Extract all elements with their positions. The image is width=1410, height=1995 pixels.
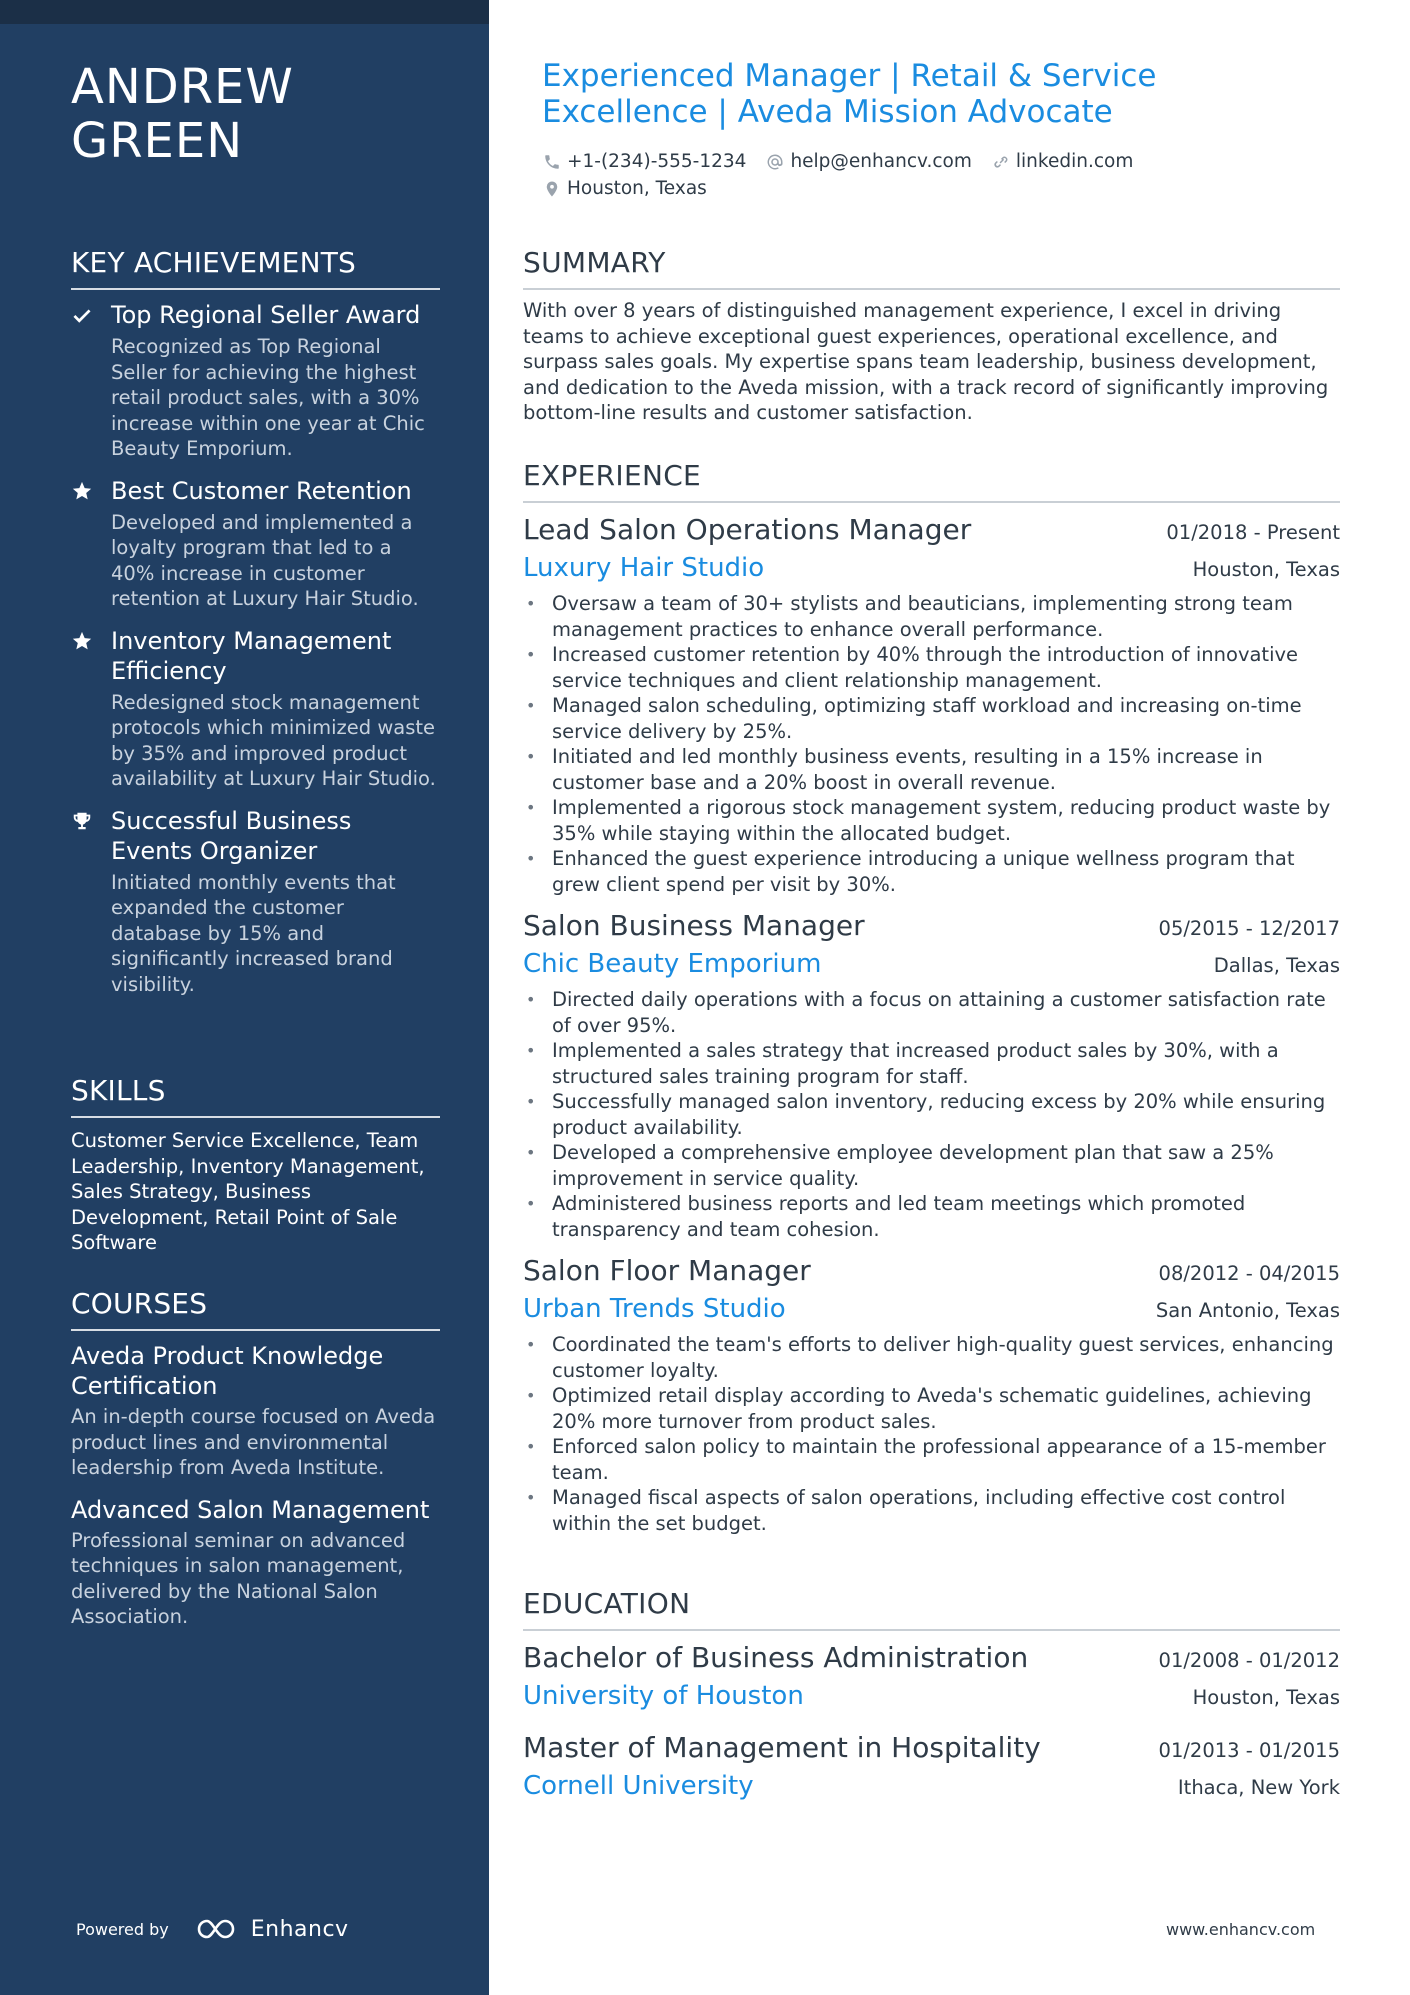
link-url: linkedin.com <box>1015 151 1134 172</box>
link-icon <box>992 153 1010 171</box>
education-entry <box>523 1729 1340 1805</box>
last-name: GREEN <box>71 113 244 169</box>
key-achievements-section <box>71 246 440 1011</box>
course-title: Advanced Salon Management <box>71 1495 430 1524</box>
sidebar <box>0 0 489 1995</box>
course-description: An in-depth course focused on Aveda product lines and environmental leadership from Aveda Institute. <box>71 1405 436 1479</box>
school-location: Ithaca, New York <box>1177 1776 1340 1799</box>
job-title: Salon Business Manager <box>523 909 865 942</box>
job-entry <box>523 907 1340 1242</box>
phone-icon <box>543 153 561 171</box>
job-location: Dallas, Texas <box>1213 954 1340 977</box>
achievement-description: Recognized as Top Regional Seller for achieving the highest retail product sales, with a 30% increase within one year at Chic Beauty Emporium. <box>111 335 425 460</box>
bullet-item: • Developed a comprehensive employee development plan that saw a 25% improvement in service quality. <box>523 1140 1340 1191</box>
education-entry <box>523 1639 1340 1715</box>
education-section <box>523 1587 1340 1819</box>
education-heading: EDUCATION <box>523 1587 1340 1631</box>
achievement-description: Developed and implemented a loyalty program that led to a 40% increase in customer retention at Luxury Hair Studio. <box>111 510 419 610</box>
bullet-item: • Coordinated the team's efforts to deliver high-quality guest services, enhancing customer loyalty. <box>523 1332 1340 1383</box>
location-text: Houston, Texas <box>567 178 707 199</box>
location-contact <box>543 175 707 202</box>
trophy-icon <box>71 806 111 998</box>
achievement-item <box>71 626 440 792</box>
course-title: Aveda Product Knowledge Certification <box>71 1342 384 1400</box>
enhancv-logo-icon <box>195 1916 241 1942</box>
achievement-title: Inventory Management Efficiency <box>111 626 392 685</box>
star-icon <box>71 476 111 612</box>
job-location: San Antonio, Texas <box>1155 1299 1340 1322</box>
bullet-item: • Enforced salon policy to maintain the professional appearance of a 15-member team. <box>523 1434 1340 1485</box>
bullet-item: • Managed fiscal aspects of salon operations, including effective cost control within the set budget. <box>523 1485 1340 1536</box>
bullet-item: • Directed daily operations with a focus on attaining a customer satisfaction rate of over 95%. <box>523 987 1340 1038</box>
bullet-item: • Enhanced the guest experience introducing a unique wellness program that grew client spend per visit by 30%. <box>523 846 1340 897</box>
achievement-description: Redesigned stock management protocols which minimized waste by 35% and improved product availability at Luxury Hair Studio. <box>111 690 436 790</box>
courses-section <box>71 1287 440 1644</box>
at-icon <box>766 153 784 171</box>
job-dates: 05/2015 - 12/2017 <box>1158 917 1340 940</box>
job-bullets <box>523 1332 1340 1536</box>
job-company: Luxury Hair Studio <box>523 553 765 583</box>
phone-number: +1-(234)-555-1234 <box>567 151 747 172</box>
bullet-item: • Increased customer retention by 40% through the introduction of innovative service techniques and client relationship management. <box>523 642 1340 693</box>
job-entry <box>523 1252 1340 1536</box>
email-contact[interactable] <box>766 148 971 175</box>
contact-info <box>543 148 1323 202</box>
job-title: Lead Salon Operations Manager <box>523 513 972 546</box>
job-title: Salon Floor Manager <box>523 1254 811 1287</box>
course-item <box>71 1341 440 1481</box>
job-entry <box>523 511 1340 897</box>
sidebar-top-bar <box>0 0 489 24</box>
job-company: Urban Trends Studio <box>523 1294 786 1324</box>
job-dates: 08/2012 - 04/2015 <box>1158 1262 1340 1285</box>
location-pin-icon <box>543 180 561 198</box>
powered-by[interactable] <box>76 1916 349 1942</box>
bullet-item: • Successfully managed salon inventory, reducing excess by 20% while ensuring product availability. <box>523 1089 1340 1140</box>
job-company: Chic Beauty Emporium <box>523 949 822 979</box>
achievement-item <box>71 806 440 998</box>
summary-text: With over 8 years of distinguished management experience, I excel in driving teams to achieve exceptional guest experiences, operational excellence, and surpass sales goals. My expertise spans team leadership, business development, and dedication to the Aveda mission, with a track record of significantly improving bottom-line results and customer satisfaction. <box>523 299 1329 424</box>
experience-heading: EXPERIENCE <box>523 459 1340 503</box>
key-achievements-heading: KEY ACHIEVEMENTS <box>71 246 440 290</box>
education-dates: 01/2013 - 01/2015 <box>1158 1739 1340 1762</box>
achievement-title: Top Regional Seller Award <box>111 301 421 329</box>
skills-list: Customer Service Excellence, Team Leadership, Inventory Management, Sales Strategy, Business Development, Retail Point of Sale Software <box>71 1129 425 1254</box>
school-location: Houston, Texas <box>1192 1686 1340 1709</box>
bullet-item: • Initiated and led monthly business events, resulting in a 15% increase in customer base and a 20% boost in overall revenue. <box>523 744 1340 795</box>
bullet-item: • Administered business reports and led team meetings which promoted transparency and team cohesion. <box>523 1191 1340 1242</box>
powered-by-label: Powered by <box>76 1919 169 1939</box>
achievement-item <box>71 300 440 462</box>
bullet-item: • Implemented a rigorous stock management system, reducing product waste by 35% while staying within the allocated budget. <box>523 795 1340 846</box>
experience-section <box>523 459 1340 1546</box>
email-address: help@enhancv.com <box>790 151 972 172</box>
bullet-item: • Implemented a sales strategy that increased product sales by 30%, with a structured sales training program for staff. <box>523 1038 1340 1089</box>
courses-heading: COURSES <box>71 1287 440 1331</box>
course-description: Professional seminar on advanced techniques in salon management, delivered by the National Salon Association. <box>71 1528 406 1628</box>
star-icon <box>71 626 111 792</box>
bullet-item: • Managed salon scheduling, optimizing staff workload and increasing on-time service delivery by 25%. <box>523 693 1340 744</box>
headline: Experienced Manager | Retail & Service Excellence | Aveda Mission Advocate <box>542 58 1157 130</box>
school-name: Cornell University <box>523 1771 754 1801</box>
achievement-title: Successful Business Events Organizer <box>111 806 352 865</box>
footer-url[interactable]: www.enhancv.com <box>1166 1920 1316 1939</box>
job-dates: 01/2018 - Present <box>1166 521 1340 544</box>
school-name: University of Houston <box>523 1681 804 1711</box>
bullet-item: • Optimized retail display according to Aveda's schematic guidelines, achieving 20% more turnover from product sales. <box>523 1383 1340 1434</box>
brand-name: Enhancv <box>250 1916 349 1942</box>
degree-title: Bachelor of Business Administration <box>523 1641 1029 1674</box>
candidate-name <box>71 60 294 168</box>
link-contact[interactable] <box>992 148 1133 175</box>
summary-section <box>523 246 1340 426</box>
first-name: ANDREW <box>71 59 294 115</box>
phone-contact[interactable] <box>543 148 746 175</box>
achievement-description: Initiated monthly events that expanded the customer database by 15% and significantly increased brand visibility. <box>111 870 396 996</box>
job-bullets <box>523 987 1340 1242</box>
bullet-item: • Oversaw a team of 30+ stylists and beauticians, implementing strong team management practices to enhance overall performance. <box>523 591 1340 642</box>
course-item <box>71 1495 440 1630</box>
job-location: Houston, Texas <box>1192 558 1340 581</box>
skills-heading: SKILLS <box>71 1074 440 1118</box>
achievement-title: Best Customer Retention <box>111 476 412 505</box>
skills-section <box>71 1074 440 1256</box>
education-dates: 01/2008 - 01/2012 <box>1158 1649 1340 1672</box>
job-bullets <box>523 591 1340 897</box>
achievement-item <box>71 476 440 612</box>
check-icon <box>71 300 111 462</box>
summary-heading: SUMMARY <box>523 246 1340 290</box>
degree-title: Master of Management in Hospitality <box>523 1731 1041 1764</box>
